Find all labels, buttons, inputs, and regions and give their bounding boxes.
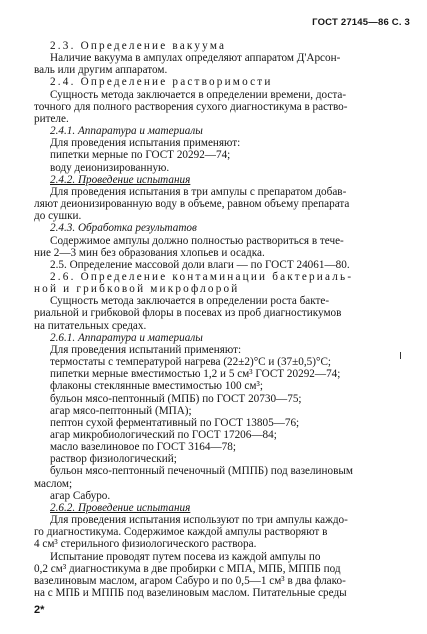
subsection-heading-2-4-1: 2.4.1. Аппаратура и материалы bbox=[50, 125, 203, 138]
text-line: ние 2—3 мин без образования хлопьев и осадка. bbox=[34, 246, 265, 259]
text-line: точного для полного растворения сухого диагностикума в раство- bbox=[34, 100, 348, 113]
text-line: валь или другим аппаратом. bbox=[34, 64, 168, 77]
text-line: пипетки мерные по ГОСТ 20292—74; bbox=[50, 149, 231, 162]
text-line: масло вазелиновое по ГОСТ 3164—78; bbox=[50, 441, 236, 454]
text-line: термостаты с температурой нагрева (22±2)°С и (37±0,5)°С; bbox=[50, 356, 332, 369]
text-line: риальной и грибковой флоры в посевах из проб диагностикумов bbox=[34, 307, 342, 320]
text-line: Содержимое ампулы должно полностью раствориться в тече- bbox=[50, 234, 344, 247]
text-line: Для проведения испытания используют по три ампулы каждо- bbox=[50, 514, 348, 527]
text-line: агар микробиологический по ГОСТ 17206—84; bbox=[50, 429, 277, 441]
subsection-heading-2-6-2: 2.6.2. Проведение испытания bbox=[50, 501, 191, 514]
text-line: Для проведения испытания применяют: bbox=[50, 137, 241, 150]
text-line: Для проведения испытаний применяют: bbox=[50, 343, 242, 356]
text-line: агар Сабуро. bbox=[50, 489, 111, 502]
document-body bbox=[34, 40, 406, 599]
section-heading-2-4: 2.4. Определение растворимости bbox=[50, 76, 273, 89]
text-line: на с МПБ и МППБ под вазелиновым маслом. Питательные среды bbox=[34, 587, 347, 600]
text-line: на питательных средах. bbox=[34, 319, 147, 332]
text-line: маслом; bbox=[34, 477, 73, 490]
subsection-heading-2-6-1: 2.6.1. Аппаратура и материалы bbox=[50, 331, 203, 344]
text-line: флаконы стеклянные вместимостью 100 см³; bbox=[50, 380, 263, 393]
text-line: пипетки мерные вместимостью 1,2 и 5 см³ ГОСТ 20292—74; bbox=[50, 368, 341, 381]
text-line: бульон мясо-пептонный (МПБ) по ГОСТ 20730—75; bbox=[50, 392, 302, 405]
page-footer-signature: 2* bbox=[34, 604, 45, 616]
text-line: агар мясо-пептонный (МПА); bbox=[50, 404, 192, 417]
text-line: пептон сухой ферментативный по ГОСТ 13805—76; bbox=[50, 416, 300, 429]
page-header: ГОСТ 27145—86 С. 3 bbox=[312, 17, 410, 28]
text-line: 0,2 см³ диагностикума в две пробирки с МПА, МПБ, МППБ под bbox=[34, 562, 341, 575]
text-line: ляют деионизированную воду в объеме, равном объему препарата bbox=[34, 198, 350, 211]
margin-mark bbox=[400, 352, 401, 359]
text-line: воду деионизированную. bbox=[50, 161, 170, 174]
text-line: бульон мясо-пептонный печеночный (МППБ) под вазелиновым bbox=[50, 465, 353, 478]
text-line: до сушки. bbox=[34, 210, 82, 223]
subsection-heading-2-4-3: 2.4.3. Обработка результатов bbox=[50, 222, 197, 235]
text-line: Испытание проводят путем посева из каждой ампулы по bbox=[50, 550, 321, 563]
text-line: го диагностикума. Содержимое каждой ампулы растворяют в bbox=[34, 526, 328, 539]
section-heading-2-6: 2.6. Определение контаминации бактериаль- bbox=[50, 270, 354, 283]
text-line: Сущность метода заключается в определении роста бакте- bbox=[50, 295, 330, 308]
section-heading-2-5: 2.5. Определение массовой доли влаги — по ГОСТ 24061—80. bbox=[50, 258, 350, 271]
text-line: Наличие вакуума в ампулах определяют аппаратом Д'Арсон- bbox=[50, 52, 341, 65]
text-line: Сущность метода заключается в определении времени, доста- bbox=[50, 88, 347, 101]
text-line: Для проведения испытания в три ампулы с препаратом добав- bbox=[50, 185, 347, 198]
text-line: рителе. bbox=[34, 112, 69, 125]
section-heading-2-3: 2.3. Определение вакуума bbox=[50, 40, 227, 52]
section-heading-2-6-cont: ной и грибковой микрофлорой bbox=[34, 283, 240, 296]
text-line: 4 см³ стерильного физиологического раствора. bbox=[34, 538, 257, 551]
subsection-heading-2-4-2: 2.4.2. Проведение испытания bbox=[50, 173, 191, 186]
text-line: раствор физиологический; bbox=[50, 453, 177, 466]
text-line: вазелиновым маслом, агаром Сабуро и по 0,5—1 см³ в два флако- bbox=[34, 574, 346, 587]
